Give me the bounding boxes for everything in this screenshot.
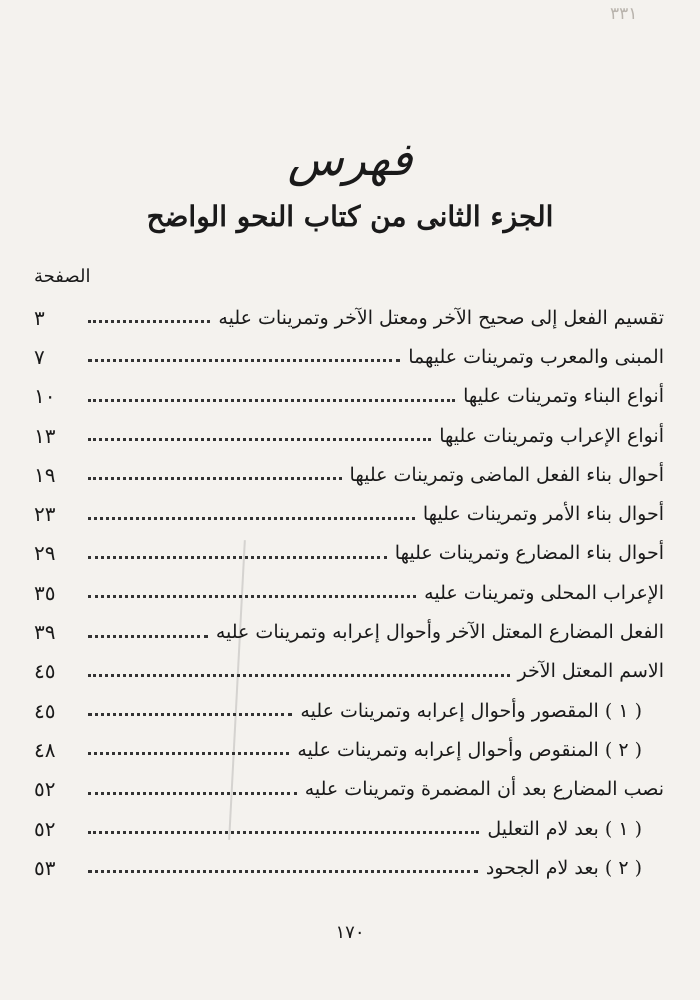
toc-leader-dots — [88, 359, 400, 362]
book-subtitle: الجزء الثانى من كتاب النحو الواضح — [146, 200, 554, 233]
toc-entry — [34, 494, 664, 533]
toc-entry — [34, 416, 664, 455]
toc-entry — [34, 612, 664, 651]
toc-entry-title: أحوال بناء الأمر وتمرينات عليها — [422, 503, 664, 526]
toc-entry-title: نصب المضارع بعد أن المضمرة وتمرينات عليه — [304, 778, 664, 801]
toc-leader-dots — [88, 713, 292, 716]
toc-entry-page: ٣ — [34, 305, 45, 330]
toc-entry-title: أنواع الإعراب وتمرينات عليها — [439, 424, 664, 447]
toc-entry-page: ٣٥ — [34, 580, 56, 605]
toc-entry — [34, 573, 664, 612]
toc-entry-title: أحوال بناء الفعل الماضى وتمرينات عليها — [349, 463, 664, 486]
toc-entry-title: الاسم المعتل الآخر — [517, 660, 664, 683]
toc-entry — [34, 652, 664, 691]
toc-entry — [34, 337, 664, 376]
toc-entry — [34, 770, 664, 809]
toc-entry-page: ٥٣ — [34, 855, 56, 880]
toc-entry — [34, 377, 664, 416]
page-column-header: الصفحة — [34, 266, 91, 287]
toc-entry-page: ٤٥ — [34, 698, 56, 723]
toc-entry-title: المبنى والمعرب وتمرينات عليهما — [408, 345, 664, 368]
toc-entry-page: ٥٢ — [34, 816, 56, 841]
toc-leader-dots — [88, 556, 387, 559]
toc-leader-dots — [88, 674, 510, 677]
page-title: فهرس — [287, 132, 413, 186]
table-of-contents — [34, 298, 664, 887]
toc-leader-dots — [88, 438, 431, 441]
toc-entry — [34, 809, 664, 848]
toc-entry-page: ٤٥ — [34, 659, 56, 684]
toc-leader-dots — [88, 635, 208, 638]
toc-entry — [34, 730, 664, 769]
toc-entry-title: ( ٢ ) المنقوص وأحوال إعرابه وتمرينات عليه — [297, 738, 642, 761]
toc-entry-page: ٤٨ — [34, 737, 56, 762]
toc-leader-dots — [88, 477, 342, 480]
toc-entry-page: ١٣ — [34, 423, 56, 448]
page-number-top: ٣٣١ — [610, 4, 638, 24]
toc-entry-title: تقسيم الفعل إلى صحيح الآخر ومعتل الآخر وتمرينات عليه — [218, 306, 664, 329]
toc-leader-dots — [88, 792, 297, 795]
toc-entry-page: ٥٢ — [34, 777, 56, 802]
toc-entry — [34, 455, 664, 494]
toc-entry — [34, 691, 664, 730]
toc-entry-title: أنواع البناء وتمرينات عليها — [463, 385, 664, 408]
toc-entry — [34, 298, 664, 337]
toc-entry-page: ٧ — [34, 344, 45, 369]
toc-entry-page: ٣٩ — [34, 620, 56, 645]
toc-leader-dots — [88, 595, 416, 598]
toc-leader-dots — [88, 831, 479, 834]
toc-leader-dots — [88, 870, 478, 873]
toc-entry-page: ٢٣ — [34, 502, 56, 527]
footer-page-number: ١٧٠ — [335, 922, 365, 943]
toc-entry-title: ( ٢ ) بعد لام الجحود — [485, 856, 642, 879]
toc-leader-dots — [88, 320, 210, 323]
toc-entry-page: ٢٩ — [34, 541, 56, 566]
toc-leader-dots — [88, 752, 289, 755]
toc-entry — [34, 534, 664, 573]
toc-entry-page: ١٠ — [34, 384, 56, 409]
toc-entry-title: ( ١ ) المقصور وأحوال إعرابه وتمرينات عليه — [300, 699, 642, 722]
toc-entry-page: ١٩ — [34, 462, 56, 487]
toc-leader-dots — [88, 399, 455, 402]
toc-leader-dots — [88, 517, 415, 520]
toc-entry-title: أحوال بناء المضارع وتمرينات عليها — [394, 542, 664, 565]
toc-entry-title: الإعراب المحلى وتمرينات عليه — [424, 581, 664, 604]
toc-entry-title: الفعل المضارع المعتل الآخر وأحوال إعرابه وتمرينات عليه — [215, 621, 664, 644]
toc-entry-title: ( ١ ) بعد لام التعليل — [487, 817, 642, 840]
toc-entry — [34, 848, 664, 887]
